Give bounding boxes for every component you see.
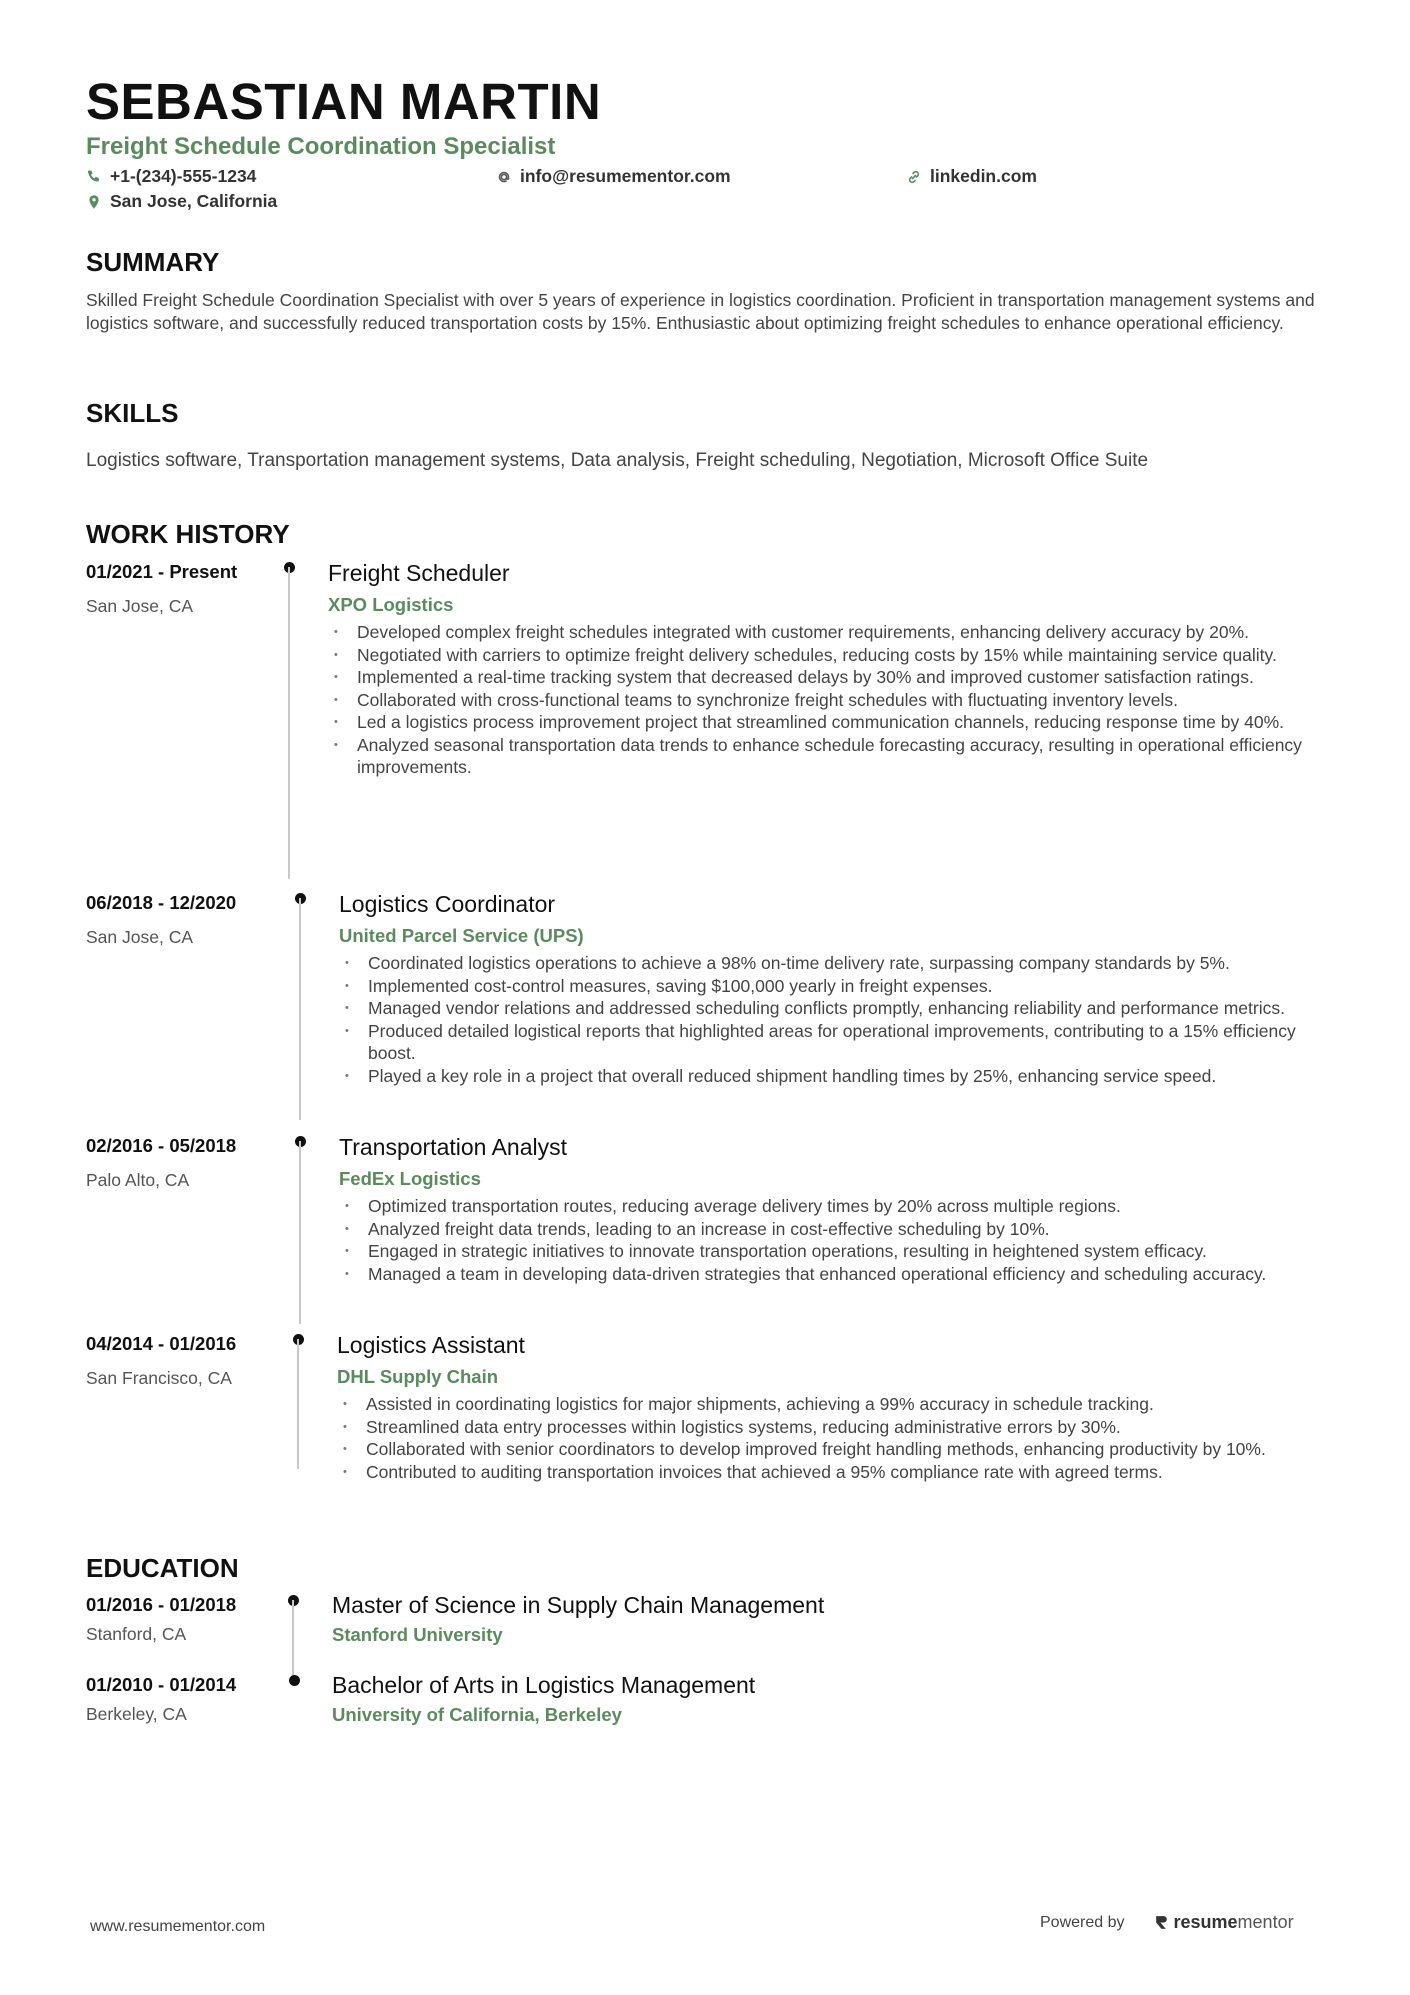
bullet-item: • Optimized transportation routes, reducing average delivery times by 20% across multiple regions. bbox=[339, 1195, 1339, 1218]
job-bullets bbox=[328, 621, 1328, 779]
job-title: Freight Scheduler bbox=[328, 560, 510, 586]
summary-text: Skilled Freight Schedule Coordination Specialist with over 5 years of experience in logistics coordination. Proficient in transportation management systems and logistics software, and successfully reduced transportation costs by 15%. Enthusiastic about optimizing freight schedules to enhance operational efficiency. bbox=[86, 290, 1315, 333]
timeline-line bbox=[297, 1339, 299, 1469]
brand-mark-icon bbox=[1153, 1914, 1170, 1931]
phone-text: +1-(234)-555-1234 bbox=[110, 166, 257, 186]
bullet-item: • Assisted in coordinating logistics for major shipments, achieving a 99% accuracy in schedule tracking. bbox=[337, 1393, 1339, 1416]
bullet-item: • Led a logistics process improvement project that streamlined communication channels, reducing response time by 40%. bbox=[328, 711, 1328, 734]
brand-text-bold: resume bbox=[1173, 1912, 1238, 1932]
timeline-line bbox=[292, 1600, 294, 1680]
bullet-item: • Analyzed seasonal transportation data trends to enhance schedule forecasting accuracy, resulting in operational efficiency improvements. bbox=[328, 734, 1328, 779]
education-school: Stanford University bbox=[332, 1624, 503, 1645]
location-pin-icon bbox=[86, 194, 102, 210]
brand-text-light: mentor bbox=[1237, 1912, 1294, 1932]
linkedin-contact[interactable] bbox=[906, 166, 1037, 187]
job-company: FedEx Logistics bbox=[339, 1168, 481, 1189]
job-company: United Parcel Service (UPS) bbox=[339, 925, 584, 946]
job-bullets bbox=[337, 1393, 1339, 1483]
brand-logo bbox=[1153, 1912, 1294, 1933]
job-date: 01/2021 - Present bbox=[86, 561, 238, 582]
email-text: info@resumementor.com bbox=[520, 166, 731, 186]
job-title: Transportation Analyst bbox=[339, 1134, 567, 1160]
bullet-item: • Collaborated with senior coordinators to develop improved freight handling methods, enhancing productivity by 10%. bbox=[337, 1438, 1339, 1461]
bullet-item: • Coordinated logistics operations to achieve a 98% on-time delivery rate, surpassing company standards by 5%. bbox=[339, 952, 1339, 975]
bullet-item: • Contributed to auditing transportation invoices that achieved a 95% compliance rate with agreed terms. bbox=[337, 1461, 1339, 1484]
bullet-item: • Engaged in strategic initiatives to innovate transportation operations, resulting in heightened system efficacy. bbox=[339, 1240, 1339, 1263]
footer-website-link[interactable]: www.resumementor.com bbox=[90, 1918, 266, 1935]
education-location: Stanford, CA bbox=[86, 1624, 187, 1644]
location-text: San Jose, California bbox=[110, 191, 278, 211]
bullet-item: • Developed complex freight schedules integrated with customer requirements, enhancing delivery accuracy by 20%. bbox=[328, 621, 1328, 644]
job-location: San Jose, CA bbox=[86, 927, 193, 947]
candidate-title: Freight Schedule Coordination Specialist bbox=[86, 133, 556, 160]
job-bullets bbox=[339, 1195, 1339, 1285]
job-location: San Jose, CA bbox=[86, 596, 193, 616]
job-location: Palo Alto, CA bbox=[86, 1170, 190, 1190]
bullet-item: • Produced detailed logistical reports that highlighted areas for operational improvements, contributing to a 15% efficiency boost. bbox=[339, 1020, 1339, 1065]
work-history-heading: WORK HISTORY bbox=[86, 519, 290, 549]
powered-by-label: Powered by bbox=[1040, 1913, 1125, 1931]
education-heading: EDUCATION bbox=[86, 1553, 239, 1583]
location-contact bbox=[86, 191, 277, 212]
link-icon bbox=[906, 169, 922, 185]
job-company: DHL Supply Chain bbox=[337, 1366, 499, 1387]
timeline-line bbox=[299, 1141, 301, 1324]
job-date: 04/2014 - 01/2016 bbox=[86, 1333, 237, 1354]
bullet-item: • Negotiated with carriers to optimize freight delivery schedules, reducing costs by 15% while maintaining service quality. bbox=[328, 644, 1328, 667]
job-date: 06/2018 - 12/2020 bbox=[86, 892, 237, 913]
candidate-name: SEBASTIAN MARTIN bbox=[86, 73, 602, 130]
education-degree: Master of Science in Supply Chain Management bbox=[332, 1592, 825, 1618]
resume-page bbox=[86, 0, 1336, 1995]
skills-heading: SKILLS bbox=[86, 398, 179, 428]
bullet-item: • Managed vendor relations and addressed scheduling conflicts promptly, enhancing reliability and performance metrics. bbox=[339, 997, 1339, 1020]
job-location: San Francisco, CA bbox=[86, 1368, 232, 1388]
job-bullets bbox=[339, 952, 1339, 1087]
bullet-item: • Collaborated with cross-functional teams to synchronize freight schedules with fluctuating inventory levels. bbox=[328, 689, 1328, 712]
footer-powered-by[interactable] bbox=[1040, 1912, 1294, 1933]
phone-contact[interactable] bbox=[86, 166, 256, 187]
email-contact[interactable] bbox=[496, 166, 731, 187]
at-icon bbox=[496, 169, 512, 185]
bullet-item: • Played a key role in a project that overall reduced shipment handling times by 25%, enhancing service speed. bbox=[339, 1065, 1339, 1088]
timeline-line bbox=[288, 567, 290, 879]
job-title: Logistics Coordinator bbox=[339, 891, 556, 917]
education-school: University of California, Berkeley bbox=[332, 1704, 622, 1725]
job-company: XPO Logistics bbox=[328, 594, 454, 615]
education-date: 01/2016 - 01/2018 bbox=[86, 1594, 237, 1615]
bullet-item: • Implemented a real-time tracking system that decreased delays by 30% and improved customer satisfaction ratings. bbox=[328, 666, 1328, 689]
skills-text: Logistics software, Transportation management systems, Data analysis, Freight scheduling, Negotiation, Microsoft Office Suite bbox=[86, 450, 1149, 471]
education-location: Berkeley, CA bbox=[86, 1704, 187, 1724]
bullet-item: • Streamlined data entry processes within logistics systems, reducing administrative errors by 30%. bbox=[337, 1416, 1339, 1439]
linkedin-text: linkedin.com bbox=[930, 166, 1037, 186]
education-date: 01/2010 - 01/2014 bbox=[86, 1674, 237, 1695]
bullet-item: • Implemented cost-control measures, saving $100,000 yearly in freight expenses. bbox=[339, 975, 1339, 998]
timeline-line bbox=[299, 898, 301, 1120]
education-degree: Bachelor of Arts in Logistics Management bbox=[332, 1672, 756, 1698]
job-date: 02/2016 - 05/2018 bbox=[86, 1135, 237, 1156]
bullet-item: • Managed a team in developing data-driven strategies that enhanced operational efficiency and scheduling accuracy. bbox=[339, 1263, 1339, 1286]
bullet-item: • Analyzed freight data trends, leading to an increase in cost-effective scheduling by 10%. bbox=[339, 1218, 1339, 1241]
summary-heading: SUMMARY bbox=[86, 247, 220, 277]
phone-icon bbox=[86, 169, 102, 185]
job-title: Logistics Assistant bbox=[337, 1332, 525, 1358]
timeline-dot bbox=[289, 1675, 300, 1686]
